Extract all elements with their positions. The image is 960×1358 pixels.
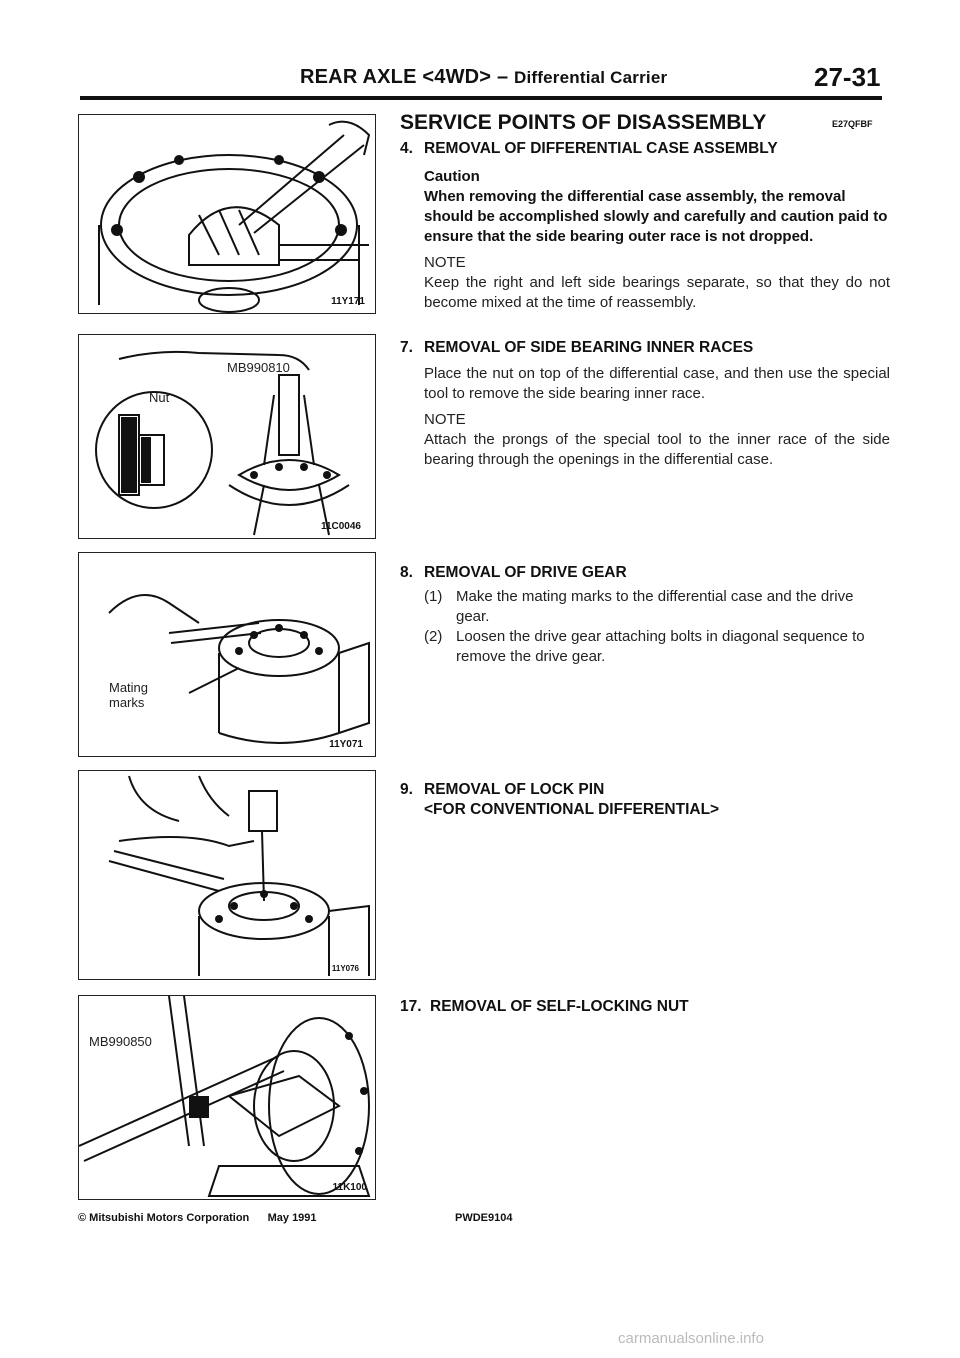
section-7-heading [400,338,890,358]
watermark: carmanualsonline.info [618,1330,764,1347]
section-8-heading [400,563,890,583]
step-1-text: Make the mating marks to the differential case and the drive gear. [456,588,854,625]
section-4 [400,139,890,313]
caution-text: When removing the differential case assembly, the removal should be accomplished slowly and carefully and caution paid to ensure that the side bearing outer race is not dropped. [424,188,888,245]
page-number: 27-31 [814,62,881,92]
page-header-title [300,66,667,89]
header-title-sub: Differential Carrier [514,68,668,87]
section-4-number: 4. [400,140,413,157]
section-17-title: REMOVAL OF SELF-LOCKING NUT [430,998,689,1015]
section-7-number: 7. [400,339,413,356]
section-4-title: REMOVAL OF DIFFERENTIAL CASE ASSEMBLY [424,140,778,157]
tool-label: MB990850 [89,1034,152,1049]
note-head: NOTE [424,411,466,428]
step-1-number: (1) [424,588,443,605]
section-8-number: 8. [400,564,413,581]
nut-label: Nut [149,390,170,405]
footer-date: May 1991 [267,1212,317,1224]
figure-code: 11Y076 [331,964,359,973]
figure-side-bearing [78,334,376,539]
mating-label-2: marks [109,695,145,710]
footer-copyright: © Mitsubishi Motors Corporation [78,1212,250,1224]
figure-self-locking-nut-drawing [79,996,376,1200]
step-2-number: (2) [424,628,443,645]
step-2-text: Loosen the drive gear attaching bolts in diagonal sequence to remove the drive gear. [456,628,865,665]
service-title: SERVICE POINTS OF DISASSEMBLY [400,111,767,134]
section-9-heading [400,780,890,800]
section-17 [400,997,890,1017]
section-7 [400,338,890,470]
figure-self-locking-nut [78,995,376,1200]
section-7-text: Place the nut on top of the differential case, and then use the special tool to remove the side bearing inner race. [424,365,890,402]
section-4-heading [400,139,890,159]
footer-left [78,1212,317,1224]
note-text: Keep the right and left side bearings separate, so that they do not become mixed at the time of reassembly. [424,274,890,311]
step-1 [424,587,890,627]
figure-code: 11Y171 [331,296,365,307]
figure-lock-pin [78,770,376,980]
mating-label-1: Mating [109,680,149,695]
section-9 [400,780,890,820]
header-title-main: REAR AXLE <4WD> – [300,66,515,88]
tool-label: MB990810 [227,360,290,375]
figure-code: 11K100 [332,1182,367,1193]
section-9-number: 9. [400,781,413,798]
section-7-title: REMOVAL OF SIDE BEARING INNER RACES [424,339,754,356]
figure-mating-marks [78,552,376,757]
footer-doc-code: PWDE9104 [455,1212,513,1224]
service-code: E27QFBF [832,119,873,129]
figure-lock-pin-drawing [79,771,376,980]
note-head: NOTE [424,254,466,271]
section-9-title: REMOVAL OF LOCK PIN [424,781,605,798]
header-rule [80,96,882,100]
figure-mating-marks-drawing [79,553,376,757]
figure-code: 11C0046 [320,521,361,532]
section-8 [400,563,890,667]
figure-case-removal [78,114,376,314]
section-9-subtitle: <FOR CONVENTIONAL DIFFERENTIAL> [424,801,720,818]
note-text: Attach the prongs of the special tool to the inner race of the side bearing through the openings in the differential case. [424,431,890,468]
figure-case-removal-drawing [79,115,376,314]
section-8-title: REMOVAL OF DRIVE GEAR [424,564,627,581]
step-2 [424,627,890,667]
figure-code: 11Y071 [329,739,363,750]
section-17-heading [400,997,890,1017]
caution-head: Caution [424,168,480,185]
section-17-number: 17. [400,998,422,1015]
